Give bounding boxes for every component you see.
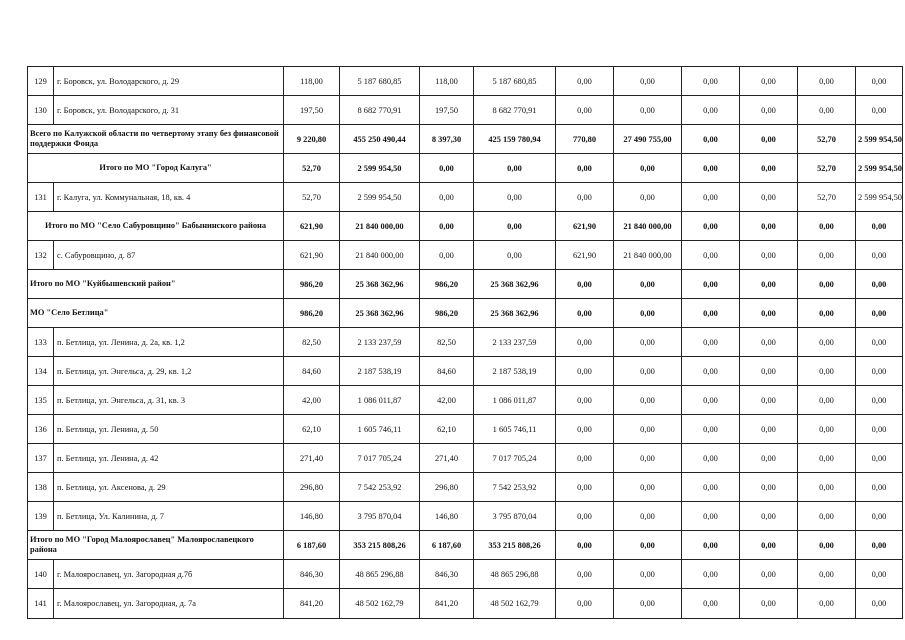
table-row — [28, 183, 903, 212]
value-cell: 0,00 — [740, 531, 798, 560]
value-cell: 0,00 — [614, 96, 682, 125]
value-cell: 0,00 — [614, 386, 682, 415]
value-cell: 0,00 — [614, 531, 682, 560]
value-cell: 0,00 — [682, 67, 740, 96]
value-cell: 455 250 490,44 — [340, 125, 420, 154]
value-cell: 8 682 770,91 — [340, 96, 420, 125]
value-cell: 2 187 538,19 — [474, 357, 556, 386]
value-cell: 0,00 — [856, 212, 903, 241]
value-cell: 7 542 253,92 — [474, 473, 556, 502]
value-cell: 1 605 746,11 — [474, 415, 556, 444]
value-cell: 0,00 — [682, 96, 740, 125]
table-row — [28, 589, 903, 619]
value-cell: 8 682 770,91 — [474, 96, 556, 125]
value-cell: 0,00 — [798, 502, 856, 531]
value-cell: 0,00 — [798, 241, 856, 270]
value-cell: 42,00 — [284, 386, 340, 415]
value-cell: 48 502 162,79 — [474, 589, 556, 619]
table-row — [28, 473, 903, 502]
value-cell: 0,00 — [614, 154, 682, 183]
value-cell: 0,00 — [556, 270, 614, 299]
value-cell: 770,80 — [556, 125, 614, 154]
address-cell: г. Боровск, ул. Володарского, д. 29 — [54, 67, 284, 96]
value-cell: 0,00 — [614, 589, 682, 619]
value-cell: 52,70 — [798, 154, 856, 183]
value-cell: 0,00 — [798, 444, 856, 473]
table-row — [28, 560, 903, 589]
value-cell: 9 220,80 — [284, 125, 340, 154]
value-cell: 0,00 — [740, 212, 798, 241]
value-cell: 0,00 — [420, 212, 474, 241]
subtotal-label: Итого по МО "Город Малоярославец" Малоярославецкого района — [28, 531, 284, 560]
value-cell: 0,00 — [682, 125, 740, 154]
value-cell: 0,00 — [682, 241, 740, 270]
value-cell: 0,00 — [682, 473, 740, 502]
address-cell: г. Боровск, ул. Володарского, д. 31 — [54, 96, 284, 125]
value-cell: 0,00 — [798, 589, 856, 619]
value-cell: 0,00 — [614, 270, 682, 299]
value-cell: 25 368 362,96 — [474, 299, 556, 328]
row-number: 131 — [28, 183, 54, 212]
value-cell: 48 502 162,79 — [340, 589, 420, 619]
value-cell: 6 187,60 — [284, 531, 340, 560]
value-cell: 0,00 — [740, 241, 798, 270]
value-cell: 0,00 — [556, 502, 614, 531]
subtotal-row — [28, 299, 903, 328]
value-cell: 0,00 — [614, 328, 682, 357]
value-cell: 0,00 — [682, 560, 740, 589]
value-cell: 0,00 — [682, 212, 740, 241]
value-cell: 0,00 — [856, 560, 903, 589]
value-cell: 0,00 — [556, 560, 614, 589]
row-number: 139 — [28, 502, 54, 531]
value-cell: 52,70 — [798, 125, 856, 154]
value-cell: 0,00 — [682, 270, 740, 299]
value-cell: 21 840 000,00 — [340, 241, 420, 270]
value-cell: 21 840 000,00 — [614, 212, 682, 241]
table-row — [28, 241, 903, 270]
value-cell: 2 133 237,59 — [474, 328, 556, 357]
value-cell: 0,00 — [856, 589, 903, 619]
value-cell: 0,00 — [856, 241, 903, 270]
row-number: 132 — [28, 241, 54, 270]
address-cell: г. Малоярославец, ул. Загородная, д. 7а — [54, 589, 284, 619]
subtotal-row — [28, 154, 903, 183]
value-cell: 0,00 — [556, 444, 614, 473]
value-cell: 5 187 680,85 — [340, 67, 420, 96]
value-cell: 0,00 — [798, 270, 856, 299]
value-cell: 2 599 954,50 — [340, 183, 420, 212]
value-cell: 7 017 705,24 — [474, 444, 556, 473]
value-cell: 0,00 — [682, 299, 740, 328]
value-cell: 0,00 — [556, 589, 614, 619]
value-cell: 0,00 — [856, 473, 903, 502]
value-cell: 0,00 — [556, 96, 614, 125]
value-cell: 0,00 — [856, 299, 903, 328]
value-cell: 0,00 — [614, 444, 682, 473]
row-number: 130 — [28, 96, 54, 125]
value-cell: 353 215 808,26 — [474, 531, 556, 560]
row-number: 140 — [28, 560, 54, 589]
subtotal-label: Всего по Калужской области по четвертому этапу без финансовой поддержки Фонда — [28, 125, 284, 154]
value-cell: 0,00 — [856, 328, 903, 357]
value-cell: 3 795 870,04 — [474, 502, 556, 531]
value-cell: 0,00 — [614, 415, 682, 444]
value-cell: 0,00 — [740, 473, 798, 502]
value-cell: 7 017 705,24 — [340, 444, 420, 473]
address-cell: п. Бетлица, ул. Ленина, д. 42 — [54, 444, 284, 473]
subtotal-label: Итого по МО "Село Сабуровщино" Бабынинского района — [28, 212, 284, 241]
value-cell: 1 086 011,87 — [474, 386, 556, 415]
value-cell: 0,00 — [740, 386, 798, 415]
subtotal-row — [28, 531, 903, 560]
value-cell: 0,00 — [740, 415, 798, 444]
value-cell: 621,90 — [556, 241, 614, 270]
value-cell: 0,00 — [420, 154, 474, 183]
value-cell: 296,80 — [284, 473, 340, 502]
value-cell: 271,40 — [420, 444, 474, 473]
value-cell: 0,00 — [740, 270, 798, 299]
value-cell: 0,00 — [740, 589, 798, 619]
value-cell: 0,00 — [740, 125, 798, 154]
value-cell: 0,00 — [856, 67, 903, 96]
value-cell: 0,00 — [614, 299, 682, 328]
subtotal-row — [28, 125, 903, 154]
value-cell: 353 215 808,26 — [340, 531, 420, 560]
value-cell: 0,00 — [614, 67, 682, 96]
value-cell: 296,80 — [420, 473, 474, 502]
row-number: 138 — [28, 473, 54, 502]
row-number: 141 — [28, 589, 54, 619]
value-cell: 0,00 — [740, 328, 798, 357]
value-cell: 21 840 000,00 — [340, 212, 420, 241]
table-row — [28, 386, 903, 415]
value-cell: 0,00 — [856, 96, 903, 125]
value-cell: 0,00 — [740, 96, 798, 125]
value-cell: 0,00 — [556, 299, 614, 328]
value-cell: 0,00 — [614, 502, 682, 531]
value-cell: 0,00 — [798, 473, 856, 502]
value-cell: 52,70 — [284, 154, 340, 183]
subtotal-row — [28, 212, 903, 241]
value-cell: 0,00 — [682, 531, 740, 560]
table-body — [28, 67, 903, 619]
row-number: 134 — [28, 357, 54, 386]
value-cell: 0,00 — [474, 154, 556, 183]
value-cell: 0,00 — [740, 560, 798, 589]
value-cell: 0,00 — [682, 183, 740, 212]
value-cell: 6 187,60 — [420, 531, 474, 560]
value-cell: 21 840 000,00 — [614, 241, 682, 270]
value-cell: 0,00 — [682, 502, 740, 531]
value-cell: 0,00 — [474, 183, 556, 212]
resettlement-table — [27, 66, 903, 619]
value-cell: 25 368 362,96 — [340, 299, 420, 328]
value-cell: 0,00 — [682, 444, 740, 473]
value-cell: 0,00 — [798, 67, 856, 96]
address-cell: с. Сабуровщино, д. 87 — [54, 241, 284, 270]
value-cell: 846,30 — [284, 560, 340, 589]
value-cell: 27 490 755,00 — [614, 125, 682, 154]
value-cell: 0,00 — [798, 531, 856, 560]
value-cell: 986,20 — [420, 299, 474, 328]
value-cell: 0,00 — [740, 444, 798, 473]
address-cell: п. Бетлица, Ул. Калинина, д. 7 — [54, 502, 284, 531]
value-cell: 0,00 — [474, 241, 556, 270]
value-cell: 0,00 — [556, 183, 614, 212]
value-cell: 0,00 — [556, 67, 614, 96]
row-number: 135 — [28, 386, 54, 415]
address-cell: г. Калуга, ул. Коммунальная, 18, кв. 4 — [54, 183, 284, 212]
value-cell: 0,00 — [740, 502, 798, 531]
value-cell: 621,90 — [556, 212, 614, 241]
value-cell: 25 368 362,96 — [340, 270, 420, 299]
value-cell: 146,80 — [420, 502, 474, 531]
value-cell: 0,00 — [798, 299, 856, 328]
table-row — [28, 328, 903, 357]
value-cell: 425 159 780,94 — [474, 125, 556, 154]
subtotal-label: Итого по МО "Город Калуга" — [28, 154, 284, 183]
value-cell: 841,20 — [420, 589, 474, 619]
value-cell: 986,20 — [284, 270, 340, 299]
value-cell: 0,00 — [740, 299, 798, 328]
address-cell: п. Бетлица, ул. Ленина, д. 2а, кв. 1,2 — [54, 328, 284, 357]
value-cell: 0,00 — [740, 183, 798, 212]
value-cell: 0,00 — [556, 154, 614, 183]
value-cell: 197,50 — [420, 96, 474, 125]
value-cell: 0,00 — [614, 183, 682, 212]
value-cell: 0,00 — [556, 328, 614, 357]
value-cell: 2 599 954,50 — [856, 183, 903, 212]
value-cell: 271,40 — [284, 444, 340, 473]
table-row — [28, 67, 903, 96]
value-cell: 0,00 — [420, 183, 474, 212]
value-cell: 0,00 — [682, 386, 740, 415]
value-cell: 0,00 — [798, 560, 856, 589]
value-cell: 5 187 680,85 — [474, 67, 556, 96]
value-cell: 146,80 — [284, 502, 340, 531]
address-cell: п. Бетлица, ул. Энгельса, д. 31, кв. 3 — [54, 386, 284, 415]
value-cell: 1 086 011,87 — [340, 386, 420, 415]
value-cell: 48 865 296,88 — [340, 560, 420, 589]
value-cell: 621,90 — [284, 241, 340, 270]
value-cell: 0,00 — [740, 357, 798, 386]
value-cell: 0,00 — [682, 415, 740, 444]
table-row — [28, 415, 903, 444]
value-cell: 0,00 — [798, 357, 856, 386]
address-cell: п. Бетлица, ул. Ленина, д. 50 — [54, 415, 284, 444]
value-cell: 0,00 — [856, 502, 903, 531]
value-cell: 0,00 — [856, 357, 903, 386]
value-cell: 0,00 — [856, 270, 903, 299]
value-cell: 2 187 538,19 — [340, 357, 420, 386]
value-cell: 0,00 — [740, 67, 798, 96]
value-cell: 621,90 — [284, 212, 340, 241]
value-cell: 0,00 — [556, 357, 614, 386]
value-cell: 0,00 — [556, 415, 614, 444]
value-cell: 986,20 — [420, 270, 474, 299]
value-cell: 118,00 — [420, 67, 474, 96]
value-cell: 62,10 — [284, 415, 340, 444]
value-cell: 0,00 — [856, 444, 903, 473]
value-cell: 42,00 — [420, 386, 474, 415]
value-cell: 2 599 954,50 — [856, 125, 903, 154]
row-number: 133 — [28, 328, 54, 357]
value-cell: 48 865 296,88 — [474, 560, 556, 589]
value-cell: 25 368 362,96 — [474, 270, 556, 299]
value-cell: 0,00 — [682, 589, 740, 619]
value-cell: 0,00 — [682, 328, 740, 357]
value-cell: 986,20 — [284, 299, 340, 328]
value-cell: 0,00 — [556, 386, 614, 415]
value-cell: 52,70 — [798, 183, 856, 212]
value-cell: 3 795 870,04 — [340, 502, 420, 531]
value-cell: 82,50 — [284, 328, 340, 357]
value-cell: 0,00 — [798, 386, 856, 415]
value-cell: 0,00 — [798, 415, 856, 444]
value-cell: 0,00 — [798, 212, 856, 241]
subtotal-label: МО "Село Бетлица" — [28, 299, 284, 328]
value-cell: 2 133 237,59 — [340, 328, 420, 357]
value-cell: 841,20 — [284, 589, 340, 619]
subtotal-label: Итого по МО "Куйбышевский район" — [28, 270, 284, 299]
row-number: 129 — [28, 67, 54, 96]
table-row — [28, 444, 903, 473]
value-cell: 118,00 — [284, 67, 340, 96]
value-cell: 0,00 — [614, 560, 682, 589]
value-cell: 197,50 — [284, 96, 340, 125]
address-cell: п. Бетлица, ул. Аксенова, д. 29 — [54, 473, 284, 502]
value-cell: 0,00 — [856, 386, 903, 415]
table-row — [28, 502, 903, 531]
value-cell: 2 599 954,50 — [340, 154, 420, 183]
value-cell: 846,30 — [420, 560, 474, 589]
value-cell: 8 397,30 — [420, 125, 474, 154]
table-row — [28, 96, 903, 125]
address-cell: г. Малоярославец, ул. Загородная д.7б — [54, 560, 284, 589]
value-cell: 0,00 — [556, 473, 614, 502]
row-number: 136 — [28, 415, 54, 444]
value-cell: 7 542 253,92 — [340, 473, 420, 502]
value-cell: 2 599 954,50 — [856, 154, 903, 183]
value-cell: 0,00 — [856, 531, 903, 560]
value-cell: 52,70 — [284, 183, 340, 212]
value-cell: 0,00 — [682, 357, 740, 386]
subtotal-row — [28, 270, 903, 299]
value-cell: 0,00 — [798, 328, 856, 357]
address-cell: п. Бетлица, ул. Энгельса, д. 29, кв. 1,2 — [54, 357, 284, 386]
value-cell: 62,10 — [420, 415, 474, 444]
value-cell: 0,00 — [556, 531, 614, 560]
value-cell: 0,00 — [614, 357, 682, 386]
value-cell: 0,00 — [682, 154, 740, 183]
value-cell: 0,00 — [856, 415, 903, 444]
value-cell: 0,00 — [740, 154, 798, 183]
value-cell: 0,00 — [420, 241, 474, 270]
value-cell: 0,00 — [798, 96, 856, 125]
value-cell: 0,00 — [474, 212, 556, 241]
value-cell: 84,60 — [420, 357, 474, 386]
value-cell: 1 605 746,11 — [340, 415, 420, 444]
value-cell: 0,00 — [614, 473, 682, 502]
row-number: 137 — [28, 444, 54, 473]
value-cell: 84,60 — [284, 357, 340, 386]
table-row — [28, 357, 903, 386]
value-cell: 82,50 — [420, 328, 474, 357]
